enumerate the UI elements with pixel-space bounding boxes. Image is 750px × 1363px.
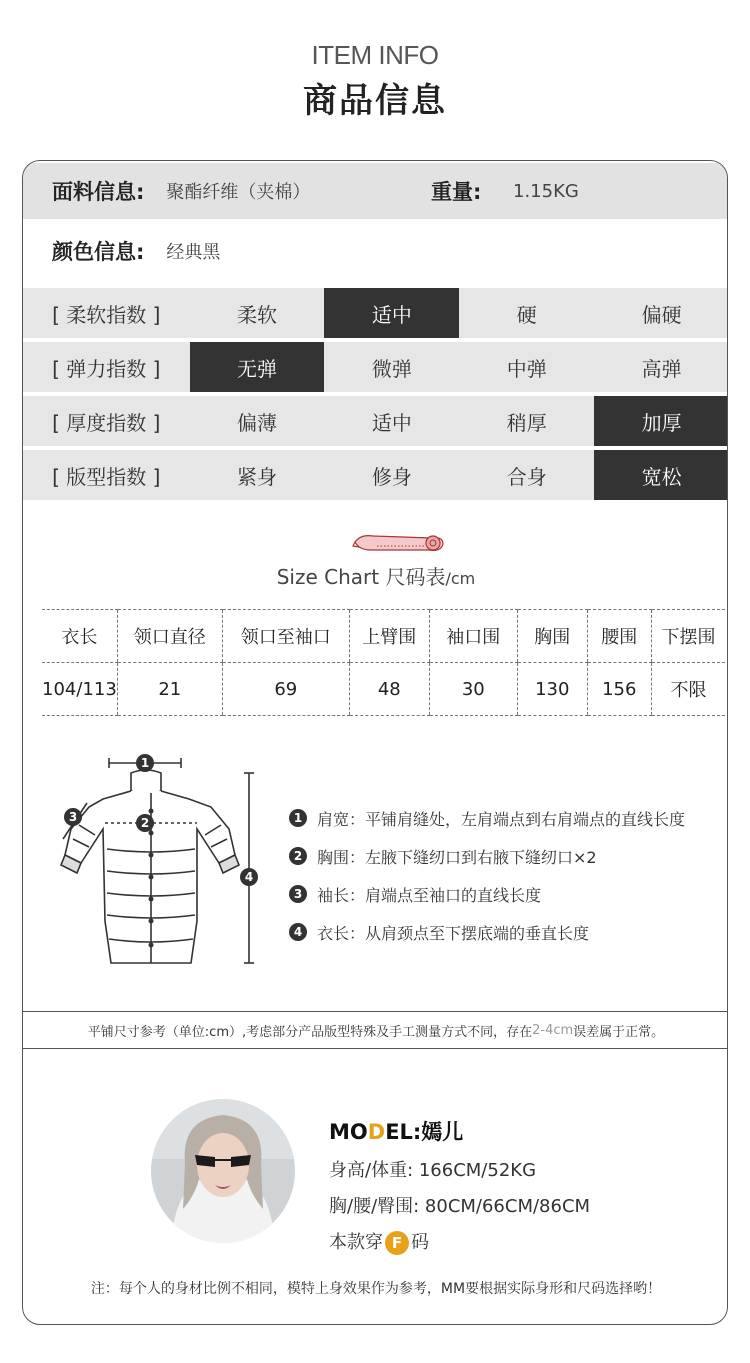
- legend-item: [289, 875, 685, 913]
- index-option-selected: 加厚: [594, 396, 728, 446]
- table-cell: 104/113: [42, 663, 117, 716]
- model-measurements: 胸/腰/臀围: 80CM/66CM/86CM: [329, 1196, 591, 1217]
- fabric-value: 聚酯纤维（夹棉）: [166, 182, 311, 203]
- legend-text: 衣长：从肩颈点至下摆底端的垂直长度: [317, 923, 590, 943]
- legend-number: 3: [289, 885, 307, 903]
- table-cell: 156: [587, 663, 651, 716]
- size-chart-title-text: Size Chart 尺码表: [276, 565, 446, 589]
- fabric-row: [23, 163, 728, 219]
- measure-note-suffix: 误差属于正常。: [573, 1024, 665, 1040]
- weight-label: 重量:: [431, 180, 482, 204]
- page-header: [0, 40, 750, 122]
- table-row: [42, 663, 725, 716]
- table-header-cell: 上臂围: [349, 610, 429, 663]
- legend-text: 肩宽：平铺肩缝处，左肩端点到右肩端点的直线长度: [317, 809, 686, 829]
- tape-measure-icon: [351, 526, 447, 556]
- info-card: [22, 160, 728, 1325]
- legend-number: 2: [289, 847, 307, 865]
- jacket-diagram: [41, 751, 263, 976]
- index-option: 柔软: [237, 302, 277, 327]
- table-header-cell: 下摆围: [651, 610, 725, 663]
- index-option-selected: 适中: [324, 288, 459, 338]
- title-cn: 商品信息: [303, 81, 447, 121]
- table-cell: 69: [222, 663, 349, 716]
- color-value: 经典黑: [166, 242, 221, 263]
- table-header-cell: 袖口围: [429, 610, 517, 663]
- index-option: 中弹: [506, 356, 547, 381]
- table-cell: 21: [117, 663, 222, 716]
- model-size-post: 码: [411, 1232, 429, 1253]
- index-option: 高弹: [641, 356, 682, 381]
- weight-value: 1.15KG: [513, 180, 579, 202]
- table-header-row: [42, 610, 725, 663]
- table-header-cell: 腰围: [587, 610, 651, 663]
- model-avatar: [151, 1099, 295, 1243]
- index-option: 合身: [506, 464, 547, 489]
- color-label: 颜色信息:: [52, 240, 145, 264]
- index-option: 紧身: [237, 464, 277, 489]
- title-en: ITEM INFO: [311, 40, 439, 70]
- size-table: [42, 609, 725, 716]
- table-cell: 30: [429, 663, 517, 716]
- index-option: 偏薄: [237, 410, 277, 435]
- model-title: [329, 1116, 590, 1146]
- fabric-label: 面料信息:: [52, 180, 145, 204]
- index-row-elasticity: [23, 342, 728, 392]
- legend-number: 1: [289, 809, 307, 827]
- index-option-selected: 宽松: [594, 450, 728, 500]
- model-title-accent: D: [367, 1120, 386, 1144]
- table-cell: 48: [349, 663, 429, 716]
- measure-note: [23, 1011, 728, 1049]
- index-option-selected: 无弹: [190, 342, 325, 392]
- diagram-marker: 3: [68, 810, 78, 824]
- index-option: 偏硬: [641, 302, 682, 327]
- legend-text: 袖长：肩端点至袖口的直线长度: [317, 885, 542, 905]
- legend-text: 胸围：左腋下缝纫口到右腋下缝纫口×2: [317, 847, 597, 867]
- table-cell: 130: [517, 663, 587, 716]
- measure-note-prefix: 平铺尺寸参考（单位:cm）,考虑部分产品版型特殊及手工测量方式不同，存在: [87, 1024, 533, 1040]
- size-badge: F: [385, 1231, 409, 1255]
- index-row-thickness: [23, 396, 728, 446]
- index-option: 适中: [371, 410, 412, 435]
- index-label: [ 弹力指数 ]: [52, 356, 161, 381]
- model-height-weight: 身高/体重: 166CM/52KG: [329, 1160, 537, 1181]
- size-chart-title: [23, 561, 728, 590]
- model-size-pre: 本款穿: [329, 1232, 383, 1253]
- legend-item: [289, 837, 685, 875]
- index-row-softness: [23, 288, 728, 338]
- index-label: [ 厚度指数 ]: [52, 410, 161, 435]
- model-title-pre: MO: [329, 1120, 368, 1144]
- table-header-cell: 领口直径: [117, 610, 222, 663]
- index-option: 修身: [371, 464, 412, 489]
- footer-note: 注：每个人的身材比例不相同，模特上身效果作为参考，MM要根据实际身形和尺码选择哟！: [90, 1281, 662, 1297]
- index-option: 硬: [516, 302, 537, 327]
- model-info: [329, 1116, 590, 1255]
- index-label: [ 柔软指数 ]: [52, 302, 161, 327]
- color-row: [23, 223, 728, 279]
- table-header-cell: 领口至袖口: [222, 610, 349, 663]
- table-cell: 不限: [651, 663, 725, 716]
- legend-item: [289, 913, 685, 951]
- diagram-marker: 4: [244, 870, 254, 884]
- index-label: [ 版型指数 ]: [52, 464, 161, 489]
- model-title-post: EL:嫣儿: [385, 1120, 464, 1144]
- diagram-marker: 2: [140, 816, 150, 830]
- index-option: 微弹: [371, 356, 412, 381]
- diagram-marker: 1: [140, 756, 150, 770]
- index-option: 稍厚: [506, 410, 547, 435]
- table-header-cell: 胸围: [517, 610, 587, 663]
- index-row-fit: [23, 450, 728, 500]
- legend-item: [289, 799, 685, 837]
- model-size: [329, 1228, 590, 1255]
- size-chart-unit: /cm: [445, 569, 476, 588]
- legend-number: 4: [289, 923, 307, 941]
- measure-note-highlight: 2-4cm: [532, 1022, 574, 1038]
- table-header-cell: 衣长: [42, 610, 117, 663]
- measure-legend: [289, 799, 685, 951]
